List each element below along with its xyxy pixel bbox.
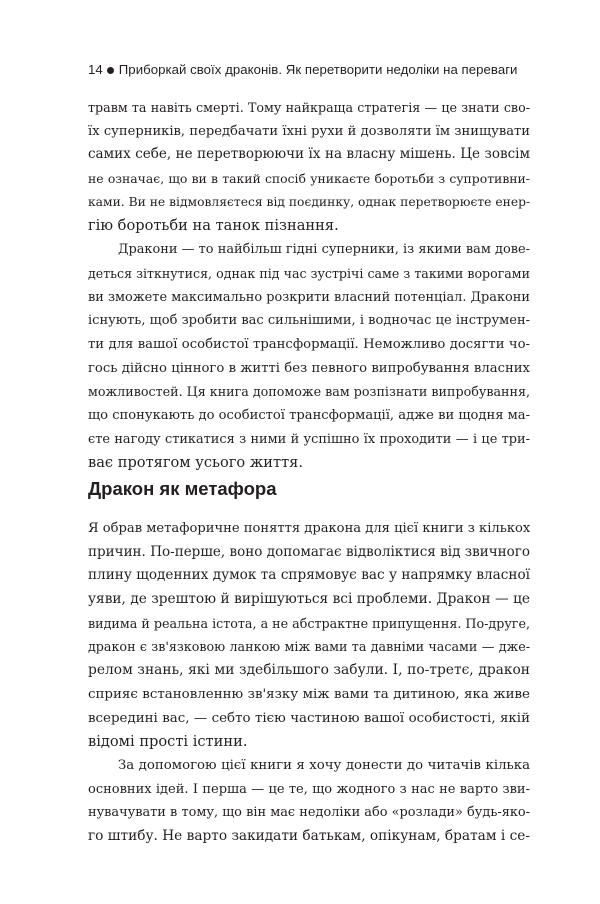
text-line: гось дійсно цінного в житті без певного випробування власних (88, 360, 530, 376)
text-line: За допомогою цієї книги я хочу донести до читачів кілька (118, 757, 530, 773)
text-line: можливостей. Ця книга допоможе вам розпізнати випробування, (88, 384, 530, 400)
paragraph-2 (88, 238, 530, 475)
text-line: дракон є зв'язковою ланкою між вами та давніми часами — дже- (88, 639, 530, 655)
text-line: нувачувати в тому, що він має недоліки або «розлади» будь-яко- (88, 805, 530, 821)
text-line: основних ідей. І перша — це те, що жодного з нас не варто зви- (88, 781, 530, 797)
body-text-bottom (88, 517, 530, 849)
text-line: причин. По-перше, воно допомагає відволіктися від звичного (88, 543, 530, 560)
text-line: відомі прості істини. (88, 733, 248, 751)
text-line: травм та навіть смерті. Тому найкраща стратегія — це знати сво- (88, 100, 530, 115)
running-head (88, 61, 528, 79)
text-line: самих себе, не перетворюючи їх на власну мішень. Це зовсім (88, 146, 530, 163)
text-line: го штибу. Не варто закидати батькам, опікунам, братам і се- (88, 827, 530, 844)
text-line: плину щоденних думок та спрямовує вас у напрямку власної (88, 567, 530, 584)
text-line: їх суперників, передбачати їхні рухи й дозволяти їм знищувати (88, 123, 530, 139)
paragraph-4 (88, 754, 530, 849)
bullet-icon (107, 67, 114, 74)
text-line: Я обрав метафоричне поняття дракона для цієї книги з кількох (88, 521, 530, 536)
running-head-title: Приборкай своїх драконів. Як перетворити недоліки на переваги (118, 62, 518, 77)
page-number: 14 (88, 62, 103, 77)
text-line: видима й реальна істота, а не абстрактне припущення. По-друге, (88, 615, 530, 631)
text-line: ками. Ви не відмовляєтеся від поєдинку, однак перетворюєте енер- (88, 194, 530, 209)
text-line: не означає, що ви в такий спосіб уникаєте боротьби з супротивни- (88, 171, 530, 187)
text-line: гію боротьби на танок пізнання. (88, 217, 339, 235)
text-line: єте нагоду стикатися з ними й успішно їх проходити — і це три- (88, 431, 530, 447)
text-line: Дракони — то найбільш гідні суперники, із якими вам дове- (118, 242, 530, 258)
body-text-top (88, 96, 530, 475)
section-heading: Дракон як метафора (88, 478, 277, 499)
text-line: ви зможете максимально розкрити власний потенціал. Дракони (88, 289, 530, 305)
text-line: сприяє встановленню зв'язку між вами та дитиною, яка живе (88, 686, 530, 702)
paragraph-3 (88, 517, 530, 754)
text-line: ває протягом усього життя. (88, 454, 303, 472)
text-line: всередині вас, — себто тією частиною вашої особистості, якій (88, 710, 530, 726)
text-line: деться зіткнутися, однак під час зустрічі саме з такими ворогами (88, 265, 530, 281)
text-line: ти для вашої особистої трансформації. Неможливо досягти чо- (88, 336, 530, 352)
text-line: уяви, де зрештою й вирішуються всі проблеми. Дракон — це (88, 591, 530, 608)
text-line: існують, щоб зробити вас сильнішими, і водночас це інструмен- (88, 313, 530, 329)
paragraph-1 (88, 96, 530, 238)
text-line: що спонукають до особистої трансформації, адже ви щодня ма- (88, 407, 530, 423)
text-line: релом знань, які ми здебільшого забули. І, по-третє, дракон (88, 662, 530, 679)
